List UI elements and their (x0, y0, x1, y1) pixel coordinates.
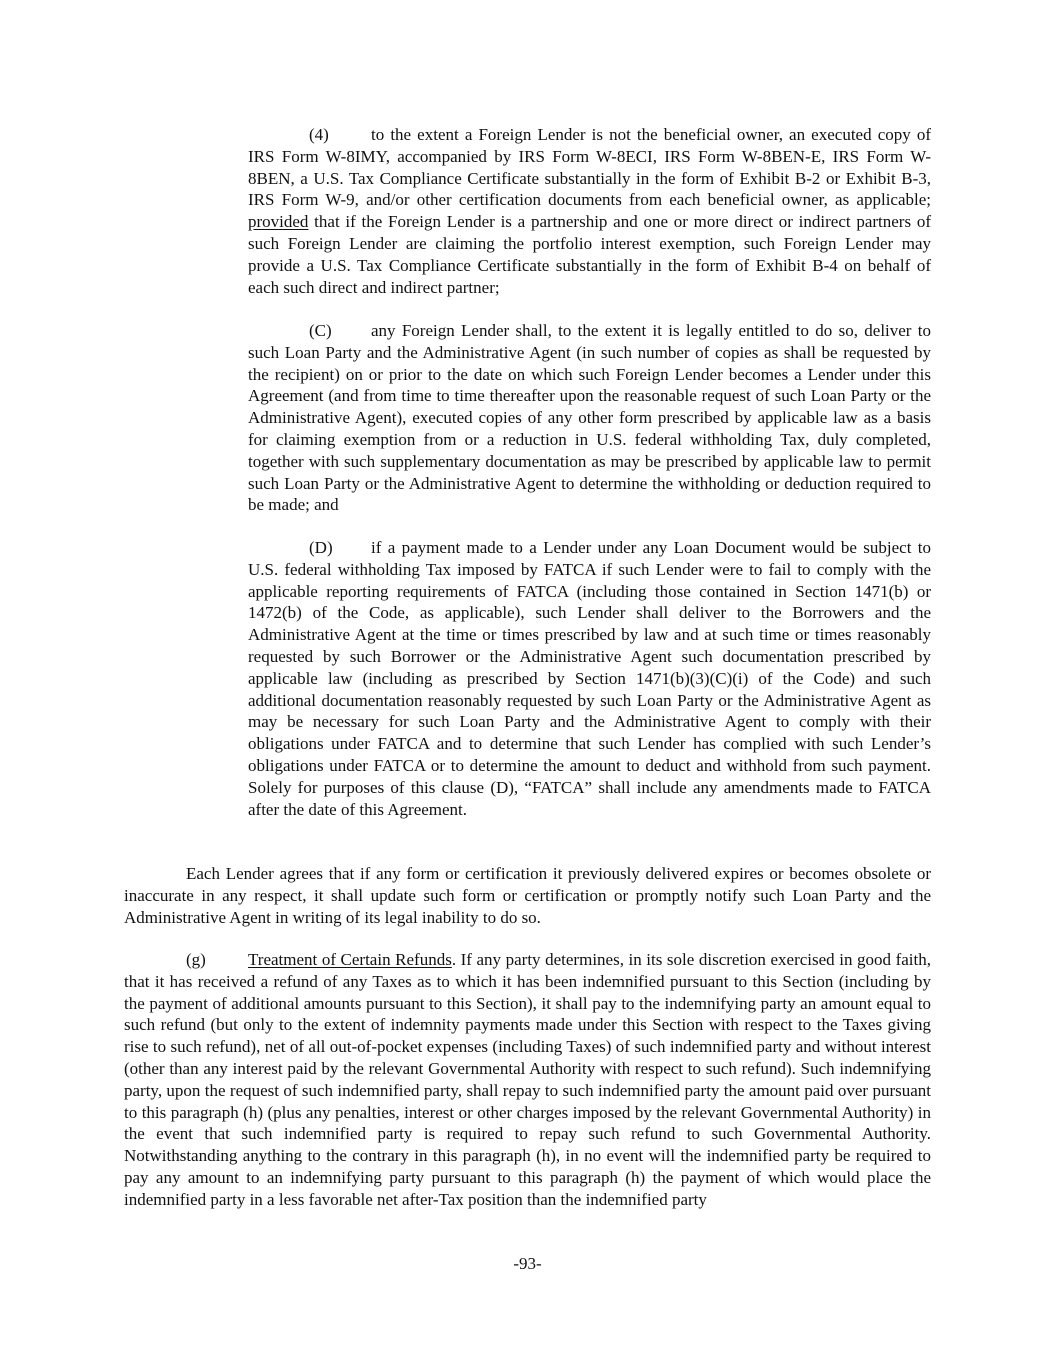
provided-term: provided (248, 212, 309, 232)
paragraph-each-lender: Each Lender agrees that if any form or certification it previously delivered expires or becomes obsolete or inaccurate in any respect, it shall update such form or certification or promptly notify such Loan Party and the Administrative Agent in writing of its legal inability to do so. (124, 864, 931, 927)
paragraph-c-label: (C) (309, 321, 332, 340)
page-number: -93- (513, 1254, 542, 1273)
paragraph-g-label: (g) (186, 950, 206, 969)
paragraph-d-label: (D) (309, 538, 333, 557)
paragraph-g-heading: Treatment of Certain Refunds (248, 950, 452, 969)
paragraph-d-text: if a payment made to a Lender under any Loan Document would be subject to U.S. federal withholding Tax imposed by FATCA if such Lender were to fail to comply with the applicable reporting requirements of FATCA (including those contained in Section 1471(b) or 1472(b) of the Code, as applicable), such Lender shall deliver to the Borrowers and the Administrative Agent at the time or times prescribed by law and at such time or times reasonably requested by such Borrower or the Administrative Agent such documentation prescribed by applicable law (including as prescribed by Section 1471(b)(3)(C)(i) of the Code) and such additional documentation reasonably requested by such Loan Party or the Administrative Agent as may be necessary for such Loan Party and the Administrative Agent to comply with their obligations under FATCA and to determine that such Lender has complied with such Lender’s obligations under FATCA or to determine the amount to deduct and withhold from such payment. Solely for purposes of this clause (D), “FATCA” shall include any amendments made to FATCA after the date of this Agreement. (248, 538, 931, 819)
paragraph-4-text-b: that if the Foreign Lender is a partnership and one or more direct or indirect partners of such Foreign Lender are claiming the portfolio interest exemption, such Foreign Lender may provide a U.S. Tax Compliance Certificate substantially in the form of Exhibit B-4 on behalf of each such direct and indirect partner; (248, 212, 931, 297)
paragraph-g-text: . If any party determines, in its sole discretion exercised in good faith, that it has received a refund of any Taxes as to which it has been indemnified pursuant to this Section (including by the payment of additional amounts pursuant to this Section), it shall pay to the indemnifying party an amount equal to such refund (but only to the extent of indemnity payments made under this Section with respect to the Taxes giving rise to such refund), net of all out-of-pocket expenses (including Taxes) of such indemnified party and without interest (other than any interest paid by the relevant Governmental Authority with respect to such refund). Such indemnifying party, upon the request of such indemnified party, shall repay to such indemnified party the amount paid over pursuant to this paragraph (h) (plus any penalties, interest or other charges imposed by the relevant Governmental Authority) in the event that such indemnified party is required to repay such refund to such Governmental Authority. Notwithstanding anything to the contrary in this paragraph (h), in no event will the indemnified party be required to pay any amount to an indemnifying party pursuant to this paragraph (h) the payment of which would place the indemnified party in a less favorable net after-Tax position than the indemnified party (124, 950, 931, 1209)
paragraph-d (248, 537, 931, 820)
paragraph-4-text-a: to the extent a Foreign Lender is not the beneficial owner, an executed copy of IRS Form W-8IMY, accompanied by IRS Form W-8ECI, IRS Form W-8BEN-E, IRS Form W-8BEN, a U.S. Tax Compliance Certificate substantially in the form of Exhibit B-2 or Exhibit B-3, IRS Form W-9, and/or other certification documents from each beneficial owner, as applicable; (248, 125, 931, 210)
paragraph-c (248, 320, 931, 516)
paragraph-c-text: any Foreign Lender shall, to the extent it is legally entitled to do so, deliver to such Loan Party and the Administrative Agent (in such number of copies as shall be requested by the recipient) on or prior to the date on which such Foreign Lender becomes a Lender under this Agreement (and from time to time thereafter upon the reasonable request of such Loan Party or the Administrative Agent), executed copies of any other form prescribed by applicable law as a basis for claiming exemption from or a reduction in U.S. federal withholding Tax, duly completed, together with such supplementary documentation as may be prescribed by applicable law to permit such Loan Party or the Administrative Agent to determine the withholding or deduction required to be made; and (248, 321, 931, 515)
paragraph-4-label: (4) (309, 125, 329, 144)
paragraph-g (124, 949, 931, 1211)
paragraph-4 (248, 124, 931, 298)
